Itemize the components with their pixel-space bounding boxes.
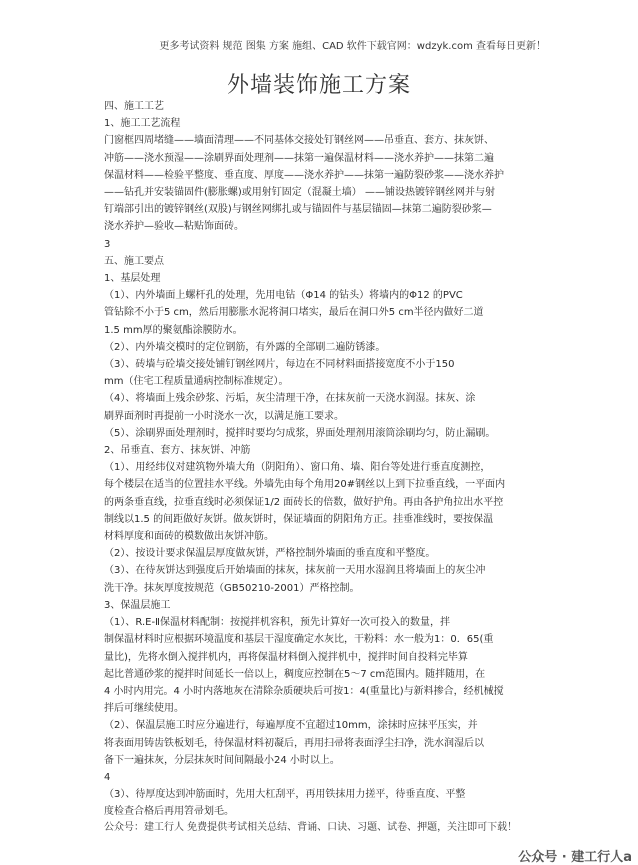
watermark: 公众号 · 建工行人a xyxy=(518,850,632,865)
body-line: 保温材料——检验平整度、垂直度、厚度——浇水养护——抹第一遍防裂砂浆——浇水养护 xyxy=(104,169,504,181)
body-line: （1）、用经纬仪对建筑物外墙大角（阴阳角）、窗口角、墙、阳台等处进行垂直度测控， xyxy=(104,462,491,474)
body-line: 管钻除不小于5 cm，然后用膨胀水泥将洞口堵实，最后在洞口外5 cm半径内做好二道 xyxy=(104,307,484,319)
body-line: mm（住宅工程质量通病控制标准规定）。 xyxy=(104,376,289,388)
body-line: 刷界面剂时再提前一小时浇水一次，以满足施工要求。 xyxy=(104,410,344,422)
body-line: 的两条垂直线，拉垂直线时必须保证1/2 面砖长的倍数，做好护角。再由各护角拉出水平控 xyxy=(104,496,504,508)
body-line: 洗干净。抹灰厚度按规范（GB50210-2001）严格控制。 xyxy=(104,582,360,594)
body-line: 2、吊垂直、套方、抹灰饼、冲筋 xyxy=(104,445,251,457)
body-line: （1）、内外墙面上螺杆孔的处理，先用电钻（Φ14 的钻头）将墙内的Φ12 的PVC xyxy=(104,290,463,302)
body-line: ——钻孔并安装锚固件(膨胀螺)或用射钉固定（混凝土墙） ——铺设热镀锌钢丝网并与射 xyxy=(104,187,495,199)
body-line: 钉端部引出的镀锌钢丝(双股)与钢丝网绑扎或与锚固件与基层锚固—抹第二遍防裂砂浆— xyxy=(104,204,492,216)
body-line: 拌后可继续使用。 xyxy=(104,703,184,715)
body-line: （4）、将墙面上残余砂浆、污垢，灰尘清理干净，在抹灰前一天浇水润湿。抹灰、涂 xyxy=(104,393,476,405)
body-line: （3）、砖墙与砼墙交接处铺钉钢丝网片，每边在不同材料面搭接宽度不小于150 xyxy=(104,359,455,371)
body-line: 1、基层处理 xyxy=(104,273,161,285)
body-line: 3、保温层施工 xyxy=(104,599,171,611)
body-line: （2）、按设计要求保温层厚度做灰饼，严格控制外墙面的垂直度和平整度。 xyxy=(104,548,436,560)
body-line: （5）、涂刷界面处理剂时，搅拌时要均匀成浆，界面处理剂用滚筒涂刷均匀，防止漏刷。 xyxy=(104,427,496,439)
body-line: 4 xyxy=(104,771,111,783)
body-line: 每个楼层在适当的位置挂水平线。外墙先由每个角用20#钢丝以上到下拉垂直线，一平面内 xyxy=(104,479,506,491)
body-line: 1、施工工艺流程 xyxy=(104,118,181,130)
body-line: （3）、在待灰饼达到强度后开始墙面的抹灰，抹灰前一天用水湿润且将墙面上的灰尘冲 xyxy=(104,565,486,577)
body-line: 制线以1.5 的间距做好灰饼。做灰饼时，保证墙面的阴阳角方正。挂垂准线时，要按保温 xyxy=(104,513,494,525)
document-body xyxy=(104,98,556,821)
body-line: 门窗框四周堵缝——墙面清理——不同基体交接处钉钢丝网——吊垂直、套方、抹灰饼、 xyxy=(104,135,494,147)
body-line: 度检查合格后再用笤帚划毛。 xyxy=(104,806,234,818)
footer-note: 公众号：建工行人 免费提供考试相关总结、背诵、口诀、习题、试卷、押题，关注即可下载！ xyxy=(104,822,518,833)
body-line: 4 小时内用完。4 小时内落地灰在清除杂质硬块后可按1：4(重量比)与新料掺合，经机械搅 xyxy=(104,685,504,697)
body-line: 将表面用铸齿铁板划毛，待保温材料初凝后，再用扫帚将表面浮尘扫净，洗水润湿后以 xyxy=(104,737,484,749)
body-line: 材料厚度和面砖的模数做出灰饼冲筋。 xyxy=(104,531,274,543)
body-line: 四、施工工艺 xyxy=(104,101,164,112)
body-line: 冲筋——浇水预湿——涂刷界面处理剂——抹第一遍保温材料——浇水养护——抹第二遍 xyxy=(104,152,494,164)
body-line: 量比)，先将水倒入搅拌机内，再将保温材料倒入搅拌机中，搅拌时间自投料完毕算 xyxy=(104,651,468,663)
body-line: 备下一遍抹灰，分层抹灰时间间隔最小24 小时以上。 xyxy=(104,754,340,766)
body-line: （1）、R.E-Ⅱ保温材料配制：按搅拌机容积，预先计算好一次可投入的数量，拌 xyxy=(104,617,450,629)
body-line: （2）、保温层施工时应分遍进行，每遍厚度不宜超过10mm，涂抹时应抹平压实，并 xyxy=(104,720,478,732)
body-line: 浇水养护—验收—粘贴饰面砖。 xyxy=(104,221,244,233)
body-line: （2）、内外墙交模时的定位钢筋，有外露的全部刷二遍防锈漆。 xyxy=(104,341,386,353)
body-line: 3 xyxy=(104,238,111,250)
body-line: （3）、待厚度达到冲筋面时，先用大杠刮平，再用铁抹用力搓平，待垂直度、平整 xyxy=(104,789,466,801)
body-line: 制保温材料时应根据环境温度和基层干湿度确定水灰比，干粉料：水一般为1：0．65(重 xyxy=(104,634,494,646)
body-line: 起比普通砂浆的搅拌时间延长一倍以上，稠度应控制在5～7 cm范围内。随拌随用，在 xyxy=(104,668,486,680)
page-title: 外墙装饰施工方案 xyxy=(226,73,411,98)
body-line: 五、施工要点 xyxy=(104,255,164,267)
header-note: 更多考试资料 规范 图集 方案 施组、CAD 软件下载官网：wdzyk.com 查看每日更新！ xyxy=(159,41,546,52)
body-line: 1.5 mm厚的聚氨酯涂膜防水。 xyxy=(104,324,243,336)
